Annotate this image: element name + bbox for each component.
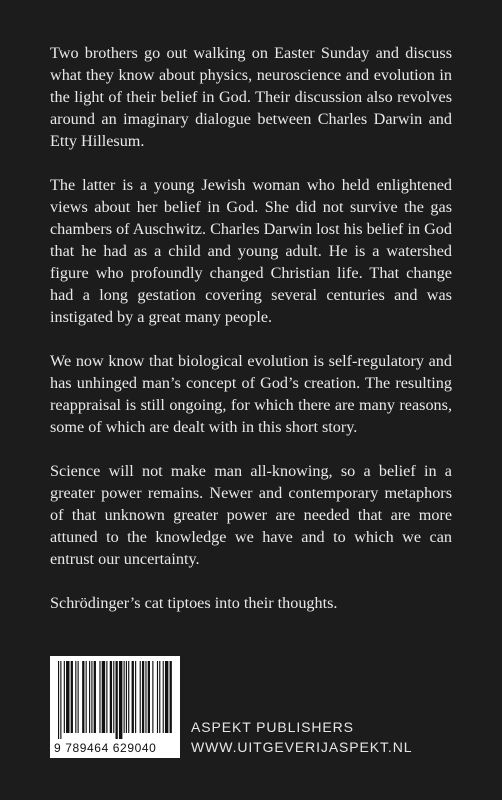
barcode-bar bbox=[163, 661, 164, 733]
barcode-bar bbox=[106, 661, 107, 733]
blurb-paragraph-1: Two brothers go out walking on Easter Sunday and discuss what they know about physics, neuroscience and evolution in the light of their belief in God. Their discussion also revolves around an imaginary dialogue between Charles Darwin and Etty Hillesum. bbox=[50, 44, 452, 150]
publisher-info bbox=[191, 717, 412, 757]
barcode-bar bbox=[78, 661, 79, 733]
barcode-bar bbox=[119, 661, 122, 739]
barcode-bar bbox=[145, 661, 146, 733]
barcode-bar bbox=[142, 661, 144, 733]
publisher-name: ASPEKT PUBLISHERS bbox=[191, 719, 354, 735]
barcode-bar bbox=[132, 661, 134, 733]
blurb-paragraph-3: We now know that biological evolution is self-regulatory and has unhinged man’s concept of God’s creation. The resulting reappraisal is still ongoing, for which there are many reasons, some of which are dealt with in this short story. bbox=[50, 352, 452, 436]
barcode-bar bbox=[113, 661, 114, 733]
back-cover-blurb bbox=[50, 42, 452, 614]
barcode-bar bbox=[140, 661, 141, 733]
barcode-bar bbox=[86, 661, 87, 733]
publisher-website: WWW.UITGEVERIJASPEKT.NL bbox=[191, 739, 413, 755]
isbn-barcode bbox=[50, 656, 180, 758]
blurb-paragraph-5: Schrödinger’s cat tiptoes into their thoughts. bbox=[50, 594, 338, 612]
barcode-bar bbox=[64, 661, 65, 733]
barcode-bar bbox=[66, 661, 69, 733]
barcode-bar bbox=[148, 661, 150, 733]
barcode-bar bbox=[60, 661, 61, 739]
barcode-bar bbox=[126, 661, 127, 733]
blurb-paragraph-4: Science will not make man all-knowing, so a belief in a greater power remains. Newer and contemporary metaphors of that unknown greater power are needed that are more attuned to the knowledge we have and to which we can entrust our uncertainty. bbox=[50, 462, 452, 568]
barcode-bars bbox=[58, 661, 174, 739]
barcode-bar bbox=[94, 661, 96, 733]
barcode-bar bbox=[152, 661, 153, 733]
barcode-bar bbox=[157, 661, 158, 733]
barcode-bar bbox=[159, 661, 160, 733]
isbn-number: 9 789464 629040 bbox=[54, 741, 157, 755]
barcode-bar bbox=[110, 661, 112, 733]
barcode-bar bbox=[58, 661, 59, 739]
barcode-bar bbox=[135, 661, 136, 733]
barcode-bar bbox=[170, 661, 172, 733]
blurb-paragraph-2: The latter is a young Jewish woman who held enlightened views about her belief in God. She did not survive the gas chambers of Auschwitz. Charles Darwin lost his belief in God that he had as a child and young adult. He is a watershed figure who profoundly changed Christian life. That change had a long gestation covering several centuries and was instigated by a great many people. bbox=[50, 176, 452, 326]
barcode-bar bbox=[165, 661, 168, 733]
barcode-bar bbox=[116, 661, 118, 739]
barcode-bar bbox=[128, 661, 129, 733]
barcode-bar bbox=[75, 661, 76, 733]
barcode-bar bbox=[91, 661, 92, 733]
barcode-bar bbox=[89, 661, 90, 733]
barcode-bar bbox=[82, 661, 84, 733]
barcode-bar bbox=[124, 661, 125, 733]
barcode-bar bbox=[99, 661, 100, 733]
barcode-bar bbox=[71, 661, 73, 733]
barcode-bar bbox=[102, 661, 105, 733]
